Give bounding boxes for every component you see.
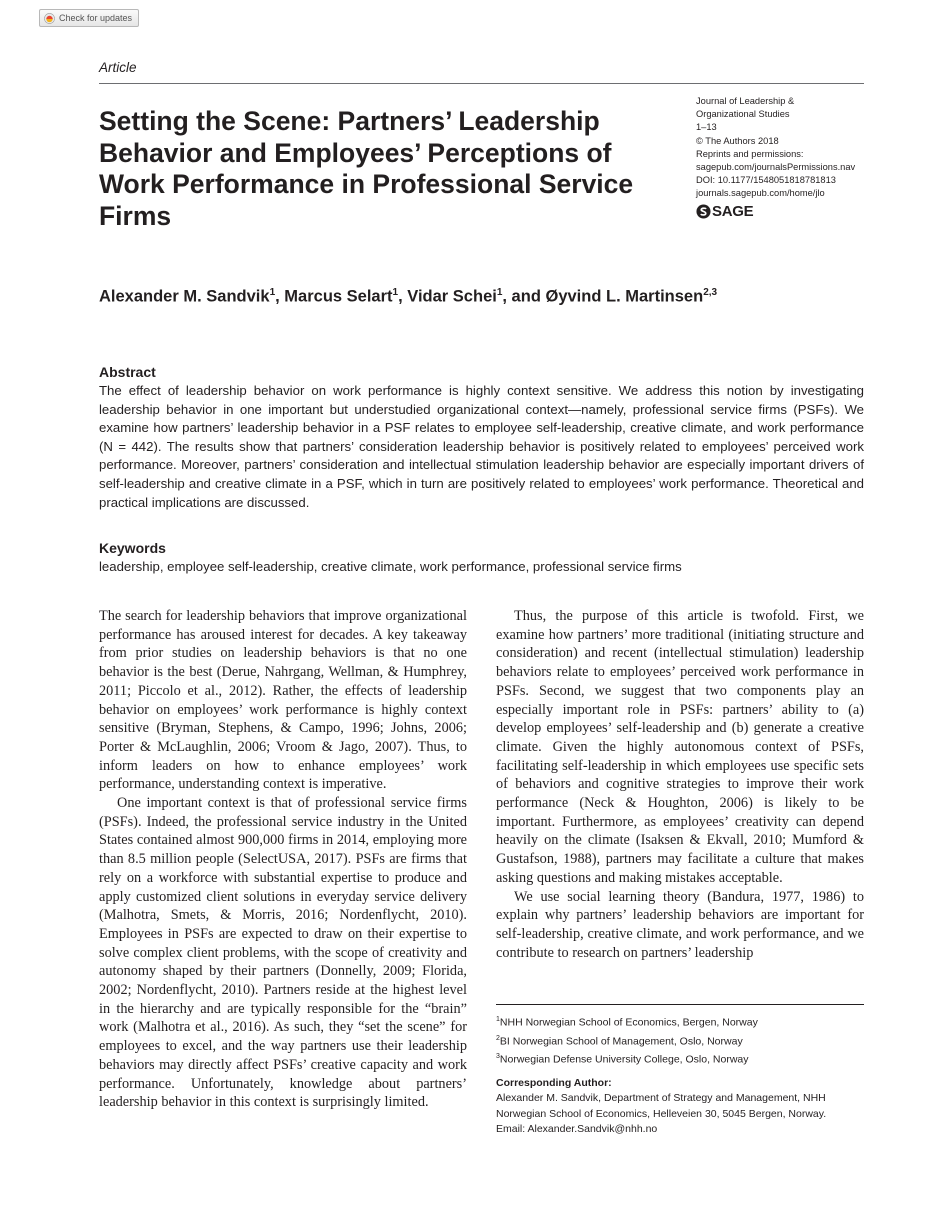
body-paragraph: Thus, the purpose of this article is twofold. First, we examine how partners’ more traditional (initiating structure and consideration) and recent (intellectual stimulation) leadership behaviors relate to employees’ perceived work performance in PSFs. Second, we suggest that two components play an especially important role in PSFs: partners’ ability to (a) develop employees’ self-leadership and (b) generate a creative climate. Given the highly autonomous context of PSFs, facilitating self-leadership in which employees use specific sets of behaviors and cognitive strategies to improve their work performance (Neck & Houghton, 2006) is likely to be important. Furthermore, as employees’ creativity can depend heavily on the climate (Isaksen & Ekvall, 2010; Mumford & Gustafson, 1988), partners may facilitate a culture that makes asking questions and making mistakes acceptable. xyxy=(496,608,864,886)
author-name: Alexander M. Sandvik xyxy=(99,287,270,306)
author-separator: , xyxy=(275,287,285,306)
check-for-updates-label: Check for updates xyxy=(59,13,133,23)
body-column-left xyxy=(99,607,467,1112)
body-column-right xyxy=(496,607,864,962)
abstract-heading: Abstract xyxy=(99,364,156,380)
journal-meta xyxy=(696,95,876,219)
journal-line: Organizational Studies xyxy=(696,109,790,120)
body-paragraph: The search for leadership behaviors that improve organizational performance has aroused interest for decades. A key takeaway from prior studies on leadership behaviors is that no one behavior is the best (Derue, Nahrgang, Wellman, & Humphrey, 2011; Piccolo et al., 2012). Rather, the effects of leadership behavior on employees’ work performance is highly context sensitive (Bryman, Stephens, & Campo, 1996; Johns, 2006; Porter & McLaughlin, 2006; Vroom & Jago, 2007). Thus, to inform leaders on how to enhance employees’ work performance, understanding context is imperative. xyxy=(99,608,467,793)
affiliation-number: 3 xyxy=(496,1053,500,1061)
sage-logo xyxy=(696,204,876,219)
author-name: Øyvind L. Martinsen xyxy=(545,287,704,306)
affiliation-text: NHH Norwegian School of Economics, Bergen, Norway xyxy=(499,1016,758,1029)
section-label: Article xyxy=(99,60,137,75)
body-paragraph: We use social learning theory (Bandura, 1977, 1986) to explain why partners’ leadership behaviors are important for self-leadership, creative climate, and work performance, and we contribute to research on partners’ leadership xyxy=(496,888,864,961)
check-updates-icon xyxy=(44,13,55,24)
sage-logo-text: SAGE xyxy=(712,202,754,220)
corresponding-author-email[interactable]: Email: Alexander.Sandvik@nhh.no xyxy=(496,1122,658,1135)
journal-line: sagepub.com/journalsPermissions.nav xyxy=(696,162,856,173)
affiliation-text: Norwegian Defense University College, Oslo, Norway xyxy=(499,1053,749,1066)
affiliation-line xyxy=(496,1031,864,1050)
footnotes xyxy=(496,1012,864,1137)
author-affiliation: 1 xyxy=(392,287,399,298)
sage-logo-icon xyxy=(696,204,711,219)
author-name: Vidar Schei xyxy=(407,287,497,306)
affiliation-text: BI Norwegian School of Management, Oslo, Norway xyxy=(499,1035,743,1048)
author-affiliation: 2,3 xyxy=(703,287,718,298)
article-title: Setting the Scene: Partners’ Leadership Behavior and Employees’ Perceptions of Work Performance in Professional Service Firms xyxy=(99,106,634,231)
author-list xyxy=(99,287,859,307)
author-affiliation: 1 xyxy=(496,287,503,298)
corresponding-author-line: Norwegian School of Economics, Helleveien 30, 5045 Bergen, Norway. xyxy=(496,1107,827,1120)
journal-line: Journal of Leadership & xyxy=(696,96,795,106)
header-rule xyxy=(99,83,864,84)
affiliation-number: 1 xyxy=(496,1016,500,1023)
author-separator: , xyxy=(398,287,408,306)
journal-line: 1–13 xyxy=(696,122,717,133)
journal-line: DOI: 10.1177/1548051818781813 xyxy=(696,175,836,186)
journal-line: journals.sagepub.com/home/jlo xyxy=(696,188,825,199)
author-separator: , and xyxy=(502,287,546,306)
corresponding-author-heading: Corresponding Author: xyxy=(496,1077,612,1090)
body-paragraph: One important context is that of professional service firms (PSFs). Indeed, the professional service industry in the United States contained almost 900,000 firms in 2014, employing more than 8.5 million people (SelectUSA, 2017). PSFs are firms that rely on a workforce with substantial expertise to produce and apply customized client solutions in everyday service delivery (Malhotra, Smets, & Morris, 2016; Nordenflycht, 2010). Employees in PSFs are expected to draw on their expertise to solve complex client problems, with the scope of creativity and autonomy shaped by their partners (Donnelly, 2009; Florida, 2002; Nordenflycht, 2010). Partners reside at the highest level in the hierarchy and are typically responsible for the “brain” work (Malhotra et al., 2016). As such, they “set the scene” for employees to excel, and the way partners use their leadership behaviors may directly affect PSFs’ creative capacity and work performance. Unfortunately, knowledge about partners’ leadership behavior in this context is surprisingly limited. xyxy=(99,795,467,1111)
author-affiliation: 1 xyxy=(269,287,276,298)
affiliation-line xyxy=(496,1049,864,1068)
keywords-text: leadership, employee self-leadership, creative climate, work performance, professional service firms xyxy=(99,559,682,574)
affiliation-number: 2 xyxy=(496,1034,500,1042)
author-name: Marcus Selart xyxy=(284,287,393,306)
journal-line: © The Authors 2018 xyxy=(696,135,779,146)
check-for-updates-button[interactable] xyxy=(39,9,139,27)
journal-line: Reprints and permissions: xyxy=(696,148,804,159)
corresponding-author-line: Alexander M. Sandvik, Department of Strategy and Management, NHH xyxy=(496,1092,826,1105)
abstract-text: The effect of leadership behavior on work performance is highly context sensitive. We address this notion by investigating leadership behavior in one important but understudied organizational context—namely, professional service firms (PSFs). We examine how partners’ leadership behavior in a PSF relates to employee self-leadership, creative climate, and work performance (N = 442). The results show that partners’ consideration leadership behavior is positively related to employees’ perceived work performance. Moreover, partners’ consideration and intellectual stimulation leadership behavior are especially important drivers of self-leadership and creative climate in a PSF, which in turn are positively related to employees’ work performance. Theoretical and practical implications are discussed. xyxy=(99,383,864,510)
affiliation-line xyxy=(496,1012,864,1031)
keywords-heading: Keywords xyxy=(99,540,166,556)
footnote-rule xyxy=(496,1004,864,1005)
